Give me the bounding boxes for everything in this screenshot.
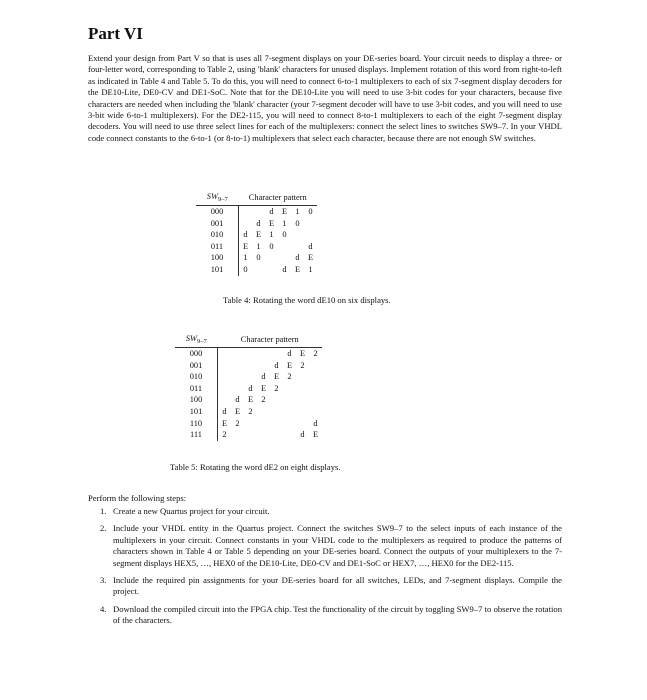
character-cell	[296, 406, 309, 418]
character-cell: 1	[295, 207, 300, 216]
sw-code-cell: 110	[175, 418, 218, 430]
sw-code-cell: 011	[196, 241, 239, 253]
character-cell	[270, 418, 283, 430]
table-5-body	[175, 348, 322, 441]
table-row	[175, 406, 322, 418]
step-item: 4. Download the compiled circuit into the FPGA chip. Test the functionality of the circuit by toggling SW9–7 to observe the rotation of the characters.	[100, 603, 562, 626]
table-row	[175, 418, 322, 430]
character-cell	[265, 252, 278, 264]
character-cell	[270, 429, 283, 441]
step-item: 1. Create a new Quartus project for your circuit.	[100, 506, 270, 516]
character-cell	[270, 348, 283, 360]
character-cell: E	[299, 349, 306, 358]
table-row	[196, 241, 317, 253]
character-cell: 1	[282, 218, 287, 228]
character-cell	[283, 418, 296, 430]
table-4-body	[196, 206, 317, 276]
character-cell: d	[295, 253, 300, 263]
character-cell	[270, 394, 283, 406]
character-cell	[257, 348, 270, 360]
character-cell: d	[269, 207, 274, 216]
character-cell: 1	[256, 241, 261, 251]
character-cell	[257, 429, 270, 441]
sw-code-cell: 010	[196, 229, 239, 241]
sw-code-cell: 001	[196, 218, 239, 230]
character-cell: E	[247, 395, 254, 405]
table-row	[196, 229, 317, 241]
character-cell: 1	[308, 264, 313, 274]
character-cell: E	[255, 230, 262, 240]
character-cell: E	[294, 264, 301, 274]
table-4-caption: Table 4: Rotating the word dE10 on six displays.	[223, 295, 391, 305]
character-cell: d	[300, 430, 305, 440]
character-cell	[309, 383, 322, 395]
sw-code-cell: 101	[175, 406, 218, 418]
steps-heading: Perform the following steps:	[88, 493, 187, 503]
table-4	[196, 191, 317, 276]
character-cell	[231, 360, 244, 372]
table-5	[175, 333, 322, 441]
character-cell: 2	[313, 349, 318, 358]
character-cell: 2	[274, 383, 279, 393]
character-cell: d	[248, 383, 253, 393]
character-cell	[244, 348, 257, 360]
sw-code-cell: 100	[175, 394, 218, 406]
character-cell: 2	[287, 372, 292, 382]
sw-code-cell: 101	[196, 264, 239, 276]
character-cell: E	[286, 360, 293, 370]
character-cell	[283, 406, 296, 418]
sw-code-cell: 010	[175, 371, 218, 383]
table-row	[175, 429, 322, 441]
character-cell	[309, 406, 322, 418]
character-cell	[231, 348, 244, 360]
character-cell	[218, 348, 232, 360]
character-cell: d	[235, 395, 240, 405]
character-cell: d	[222, 406, 227, 416]
table-row	[175, 348, 322, 360]
character-cell	[270, 406, 283, 418]
table-row	[175, 394, 322, 406]
character-cell	[291, 229, 304, 241]
sw-code-cell: 000	[196, 206, 239, 218]
character-cell: 0	[308, 207, 313, 216]
character-cell: 1	[243, 253, 248, 263]
character-cell: 2	[300, 360, 305, 370]
section-heading: Part VI	[88, 24, 143, 43]
character-cell	[304, 229, 317, 241]
character-cell	[278, 252, 291, 264]
character-cell	[231, 383, 244, 395]
character-cell: 0	[243, 264, 248, 274]
character-cell	[218, 394, 232, 406]
character-cell	[296, 394, 309, 406]
table-row	[196, 206, 317, 218]
character-cell	[283, 394, 296, 406]
character-cell	[296, 383, 309, 395]
character-cell: E	[234, 406, 241, 416]
character-cell: d	[308, 241, 313, 251]
character-cell	[283, 429, 296, 441]
character-cell: E	[268, 218, 275, 228]
character-cell	[244, 429, 257, 441]
table-row	[175, 360, 322, 372]
sw-code-cell: 111	[175, 429, 218, 441]
character-cell	[296, 371, 309, 383]
character-cell	[244, 418, 257, 430]
character-cell: d	[256, 218, 261, 228]
character-cell: 0	[269, 241, 274, 251]
character-cell	[257, 418, 270, 430]
table-5-caption: Table 5: Rotating the word dE2 on eight displays.	[170, 462, 341, 472]
table-row	[196, 252, 317, 264]
character-cell	[239, 206, 253, 218]
character-cell	[252, 264, 265, 276]
character-cell: 0	[256, 253, 261, 263]
table-row	[196, 264, 317, 276]
character-cell: 0	[295, 218, 300, 228]
character-cell	[283, 383, 296, 395]
step-item: 2. Include your VHDL entity in the Quartus project. Connect the switches SW9–7 to the select inputs of each instance of the multiplexers in your circuit. Connect constants in your VHDL code to the multiplexers as required to produce the patterns of characters shown in Table 4 or Table 5 depending on your DE-series board. Connect the outputs of your multiplexers to the 7-segment displays HEX5, …, HEX0 of the DE10-Lite, DE0-CV and DE1-SoC or HEX7, …, HEX0 for the DE2-115.	[100, 523, 562, 568]
character-cell: d	[313, 418, 318, 428]
table-row	[175, 371, 322, 383]
character-cell: 0	[282, 230, 287, 240]
sw-code-cell: 000	[175, 348, 218, 360]
sw-code-cell: 001	[175, 360, 218, 372]
character-cell	[252, 206, 265, 218]
table-5-sw-header: $SW_{9-7}$	[175, 333, 218, 348]
character-cell: 1	[269, 230, 274, 240]
step-item: 3. Include the required pin assignments for your DE-series board for all switches, LEDs, and 7-segment displays. Compile the project.	[100, 575, 562, 597]
character-cell: d	[243, 230, 248, 240]
sw-code-cell: 011	[175, 383, 218, 395]
character-cell: 2	[261, 395, 266, 405]
character-cell	[218, 360, 232, 372]
table-row	[196, 218, 317, 230]
character-cell: 2	[222, 430, 227, 440]
character-cell	[218, 383, 232, 395]
character-cell: 2	[235, 418, 240, 428]
character-cell: d	[282, 264, 287, 274]
character-cell	[291, 241, 304, 253]
character-cell: E	[260, 383, 267, 393]
character-cell	[309, 394, 322, 406]
sw-code-cell: 100	[196, 252, 239, 264]
character-cell	[296, 418, 309, 430]
table-5-pattern-header: Character pattern	[218, 333, 323, 348]
character-cell	[218, 371, 232, 383]
character-cell	[304, 218, 317, 230]
character-cell	[309, 371, 322, 383]
character-cell	[231, 371, 244, 383]
character-cell: E	[221, 418, 228, 428]
character-cell	[257, 406, 270, 418]
table-row	[175, 383, 322, 395]
character-cell	[265, 264, 278, 276]
steps-list	[88, 506, 562, 633]
character-cell: d	[261, 372, 266, 382]
character-cell	[309, 360, 322, 372]
intro-paragraph: Extend your design from Part V so that is uses all 7-segment displays on your DE-series board. Your circuit needs to display a three- or four-letter word, corresponding to Table 2, using 'blank' characters for unused displays. Implement rotation of this word from right-to-left as indicated in Table 4 and Table 5. To do this, you will need to connect 6-to-1 multiplexers to each of six 7-segment display decoders for the DE10-Lite, DE0-CV and DE1-SoC. Note that for the DE10-Lite you will need to use 3-bit codes for your characters, because five characters are needed when including the 'blank' character (your 7-segment decoder will have to use 3-bit codes, and you will need to use 3-bit wide 6-to-1 multiplexers). For the DE2-115, you will need to connect 8-to-1 multiplexers to each of the eight 7-segment display decoders. You will need to use three select lines for each of the multiplexers: connect the select lines to switches SW9–7. In your VHDL code connect constants to the 6-to-1 (or 8-to-1) multiplexers that select each character, because there are not enough SW switches.	[88, 53, 562, 143]
character-cell	[244, 360, 257, 372]
character-cell: d	[287, 349, 292, 358]
character-cell	[239, 218, 253, 230]
character-cell: E	[307, 253, 314, 263]
character-cell: E	[281, 207, 288, 216]
character-cell: E	[273, 372, 280, 382]
character-cell: d	[274, 360, 279, 370]
character-cell	[231, 429, 244, 441]
character-cell	[244, 371, 257, 383]
character-cell: 2	[248, 406, 253, 416]
character-cell	[257, 360, 270, 372]
table-4-pattern-header: Character pattern	[239, 191, 318, 206]
character-cell: E	[312, 430, 319, 440]
character-cell: E	[242, 241, 249, 251]
table-4-sw-header: $SW_{9-7}$	[196, 191, 239, 206]
character-cell	[278, 241, 291, 253]
